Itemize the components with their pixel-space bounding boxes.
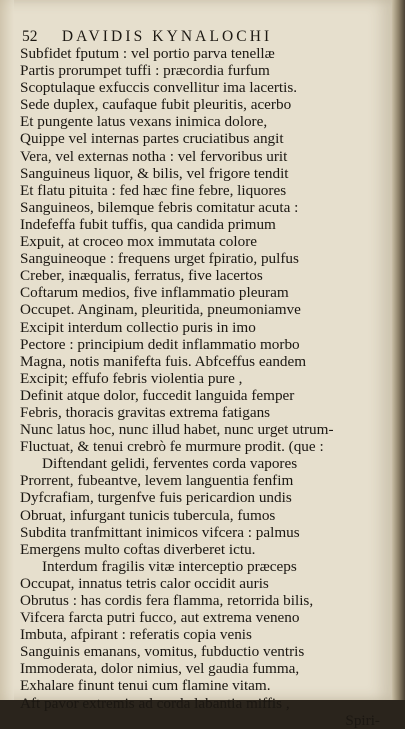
poem-line: Imbuta, afpirant : referatis copia venis xyxy=(20,626,252,644)
poem-line: Febris, thoracis gravitas extrema fatigans xyxy=(20,403,271,421)
poem-line: Dyfcrafiam, turgenfve fuis pericardion undis xyxy=(20,489,292,507)
poem-line: Sede duplex, caufaque fubit pleuritis, acerbo xyxy=(20,96,292,114)
poem-line: Creber, inæqualis, ferratus, five lacertos xyxy=(20,267,263,285)
poem-line: Occupet. Anginam, pleuritida, pneumoniamve xyxy=(20,301,301,319)
poem-text-block xyxy=(20,45,386,729)
page-number: 52 xyxy=(22,28,38,45)
poem-line: Obruat, infurgant tunicis tubercula, fumos xyxy=(20,506,276,524)
poem-line: Sanguinis emanans, vomitus, fubductio ventris xyxy=(20,643,305,661)
poem-line: Sanguineus liquor, & bilis, vel frigore tendit xyxy=(20,164,289,182)
poem-line: Et pungente latus vexans inimica dolore, xyxy=(20,113,268,131)
poem-line: Nunc latus hoc, nunc illud habet, nunc urget utrum- xyxy=(20,421,334,439)
poem-line: Immoderata, dolor nimius, vel gaudia fumma, xyxy=(20,660,300,678)
poem-line: Excipit interdum collectio puris in imo xyxy=(20,318,256,336)
poem-line: Indefeffa fubit tuffis, qua candida primum xyxy=(20,215,276,233)
running-title: DAVIDIS KYNALOCHI xyxy=(61,28,273,45)
poem-line: Vifcera farcta putri fucco, aut extrema veneno xyxy=(20,609,300,627)
poem-line: Exhalare finunt tenui cum flamine vitam. xyxy=(20,677,271,695)
poem-line: Sanguineos, bilemque febris comitatur acuta : xyxy=(20,198,299,216)
poem-line: Sanguineoque : frequens urget fpiratio, pulfus xyxy=(20,250,299,268)
poem-line: Emergens multo coftas diverberet ictu. xyxy=(20,540,256,558)
poem-line: Scoptulaque exfuccis convellitur ima lacertis. xyxy=(20,79,298,97)
poem-line: Magna, notis manifefta fuis. Abfceffus eandem xyxy=(20,352,307,370)
poem-line: Expuit, at croceo mox immutata colore xyxy=(20,233,258,251)
poem-line: Definit atque dolor, fuccedit languida femper xyxy=(20,386,295,404)
poem-line: Partis prorumpet tuffi : præcordia furfum xyxy=(20,62,270,80)
poem-line: Subdita tranfmittant inimicos vifcera : palmus xyxy=(20,523,300,541)
poem-line: Subfidet fputum : vel portio parva tenellæ xyxy=(20,45,275,62)
poem-line: Obrutus : has cordis fera flamma, retorrida bilis, xyxy=(20,592,314,609)
catchword: Spiri- xyxy=(345,711,380,729)
page-gutter-shadow xyxy=(0,0,14,700)
poem-line: Et flatu pituita : fed hæc fine febre, liquores xyxy=(20,181,287,199)
poem-line: Occupat, innatus tetris calor occidit auris xyxy=(20,574,269,592)
page-header xyxy=(22,28,382,46)
book-spine-edge xyxy=(392,0,405,700)
poem-line: Coftarum medios, five inflammatio pleuram xyxy=(20,284,289,302)
poem-line: Prorrent, fubeantve, levem languentia fenfim xyxy=(20,472,294,490)
poem-line: Quippe vel internas partes cruciatibus angit xyxy=(20,130,284,148)
poem-line: Vera, vel externas notha : vel fervoribus urit xyxy=(20,147,288,165)
poem-line: Excipit; effufo febris violentia pure , xyxy=(20,369,243,387)
poem-line: Diftendant gelidi, ferventes corda vapores xyxy=(42,455,298,473)
poem-line: Aft pavor extremis ad corda labantia miffis , xyxy=(20,694,290,712)
poem-line: Interdum fragilis vitæ interceptio præceps xyxy=(42,557,297,575)
poem-line: Fluctuat, & tenui crebrò fe murmure prodit. (que : xyxy=(20,438,324,456)
poem-line: Pectore : principium dedit inflammatio morbo xyxy=(20,335,300,353)
